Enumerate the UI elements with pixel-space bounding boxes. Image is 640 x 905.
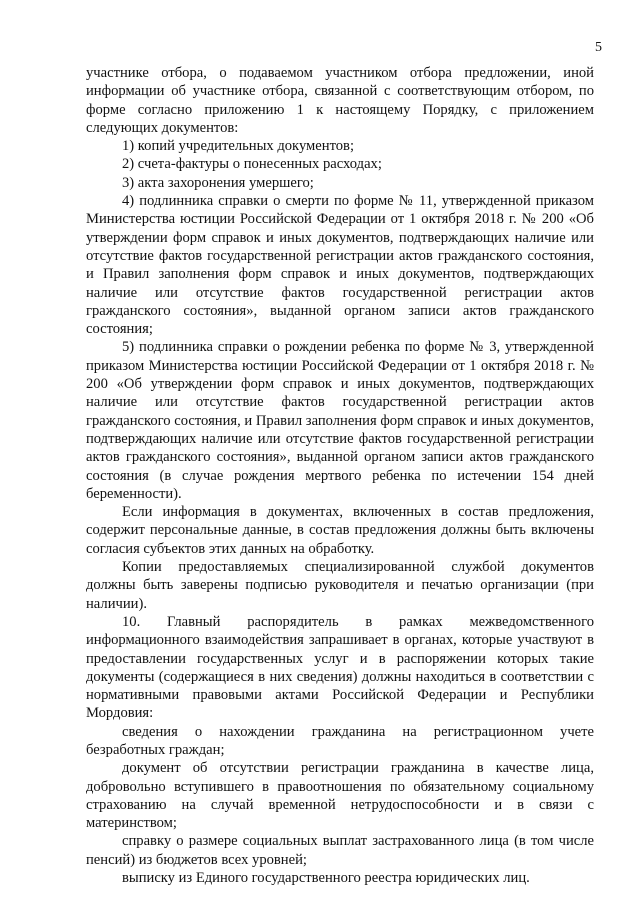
request-item-social-insurance: документ об отсутствии регистрации гражданина в качестве лица, добровольно вступившего в правоотношения по обязательному социальному страхованию на случай временной нетрудоспособности и в связи с материнством; (86, 760, 594, 832)
list-item-birth-certificate: 5) подлинника справки о рождении ребенка по форме № 3, утвержденной приказом Министерства юстиции Российской Федерации от 1 октября 2018 г. № 200 «Об утверждении форм справок и иных документов, подтверждающих наличие или отсутствие фактов государственной регистрации актов гражданского состояния, и Правил заполнения форм справок и иных документов, подтверждающих наличие или отсутствие фактов государственной регистрации актов гражданского состояния», выданной органом записи актов гражданского состояния (в случае рождения мертвого ребенка по истечении 154 дней беременности). (86, 339, 595, 502)
clause-10-interagency-request: 10. Главный распорядитель в рамках межведомственного информационного взаимодействия запрашивает в органах, которые участвуют в предоставлении государственных услуг и в распоряжении которых такие документы (содержащиеся в них сведения) должны находиться в соответствии с нормативными правовыми актами Российской Федерации и Республики Мордовия: (86, 613, 594, 722)
request-item-legal-entities-register: выписку из Единого государственного реестра юридических лиц. (122, 870, 530, 887)
list-item-invoices: 2) счета-фактуры о понесенных расходах; (122, 156, 382, 173)
list-item-burial-act: 3) акта захоронения умершего; (122, 174, 314, 191)
paragraph-copies-certification: Копии предоставляемых специализированной службой документов должны быть заверены подписью руководителя и печатью организации (при наличии). (86, 559, 594, 612)
document-body (86, 64, 594, 887)
list-item-founding-documents: 1) копий учредительных документов; (122, 138, 354, 155)
paragraph-personal-data: Если информация в документах, включенных в состав предложения, содержит персональные данные, в состав предложения должны быть включены согласия субъектов этих данных на обработку. (86, 504, 594, 557)
request-item-unemployment-registration: сведения о нахождении гражданина на регистрационном учете безработных граждан; (86, 723, 594, 758)
list-item-death-certificate: 4) подлинника справки о смерти по форме № 11, утвержденной приказом Министерства юстиции Российской Федерации от 1 октября 2018 г. № 200 «Об утверждении форм справок и иных документов, подтверждающих наличие или отсутствие фактов государственной регистрации актов гражданского состояния, и Правил заполнения форм справок и иных документов, подтверждающих наличие или отсутствие фактов государственной регистрации актов гражданского состояния», выданной органом записи актов гражданского состояния; (86, 193, 594, 338)
request-item-social-payments: справку о размере социальных выплат застрахованного лица (в том числе пенсий) из бюджетов всех уровней; (86, 833, 594, 868)
paragraph-intro-continuation: участнике отбора, о подаваемом участником отбора предложении, иной информации об участнике отбора, связанной с соответствующим отбором, по форме согласно приложению 1 к настоящему Порядку, с приложением следующих документов: (86, 65, 594, 136)
page-number: 5 (595, 40, 602, 55)
